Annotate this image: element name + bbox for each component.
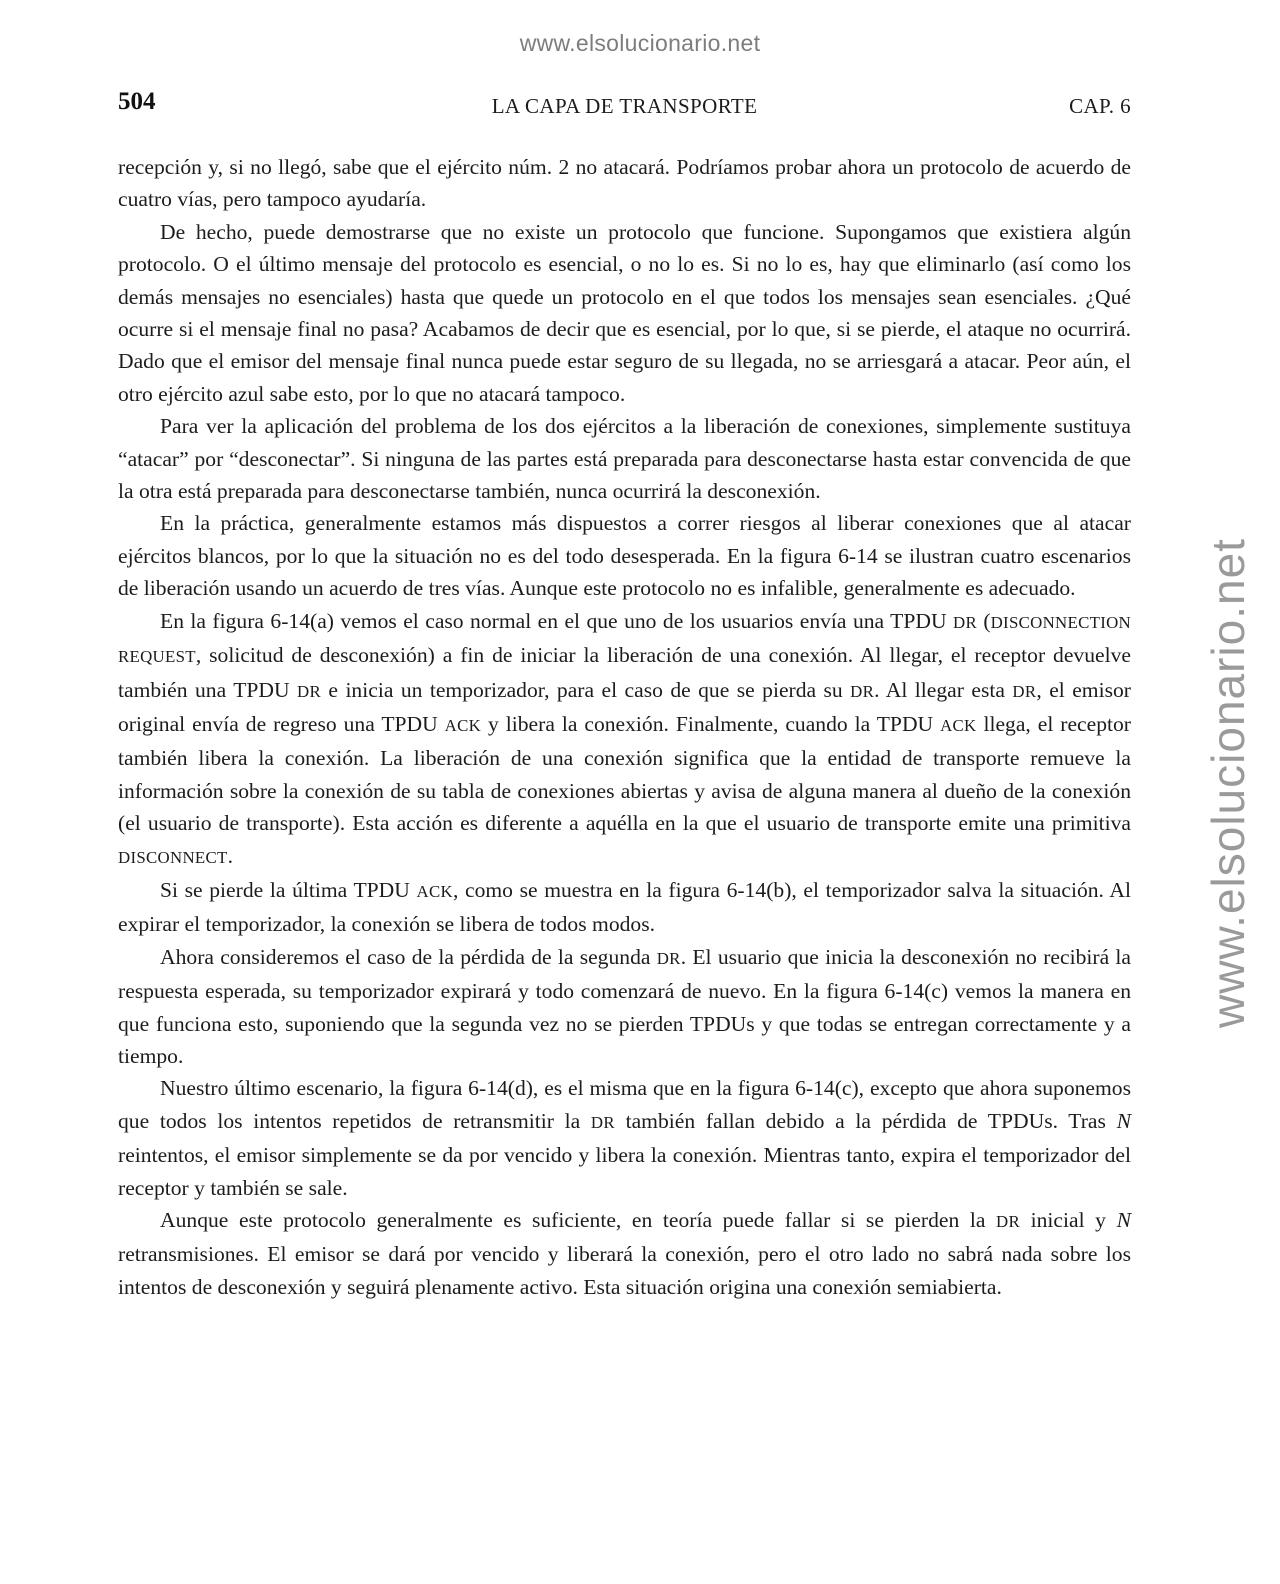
acronym-disconnect: DISCONNECT: [118, 847, 228, 867]
watermark-side: www.elsolucionario.net: [1202, 538, 1254, 1028]
acronym-dr: DR: [850, 681, 875, 701]
text-run: Nuestro último escenario, la figura 6-14(d), es el misma que en la figura 6-14(c), excepto que ahora suponemos que todos los intentos repetidos de retransmitir la: [118, 1076, 1131, 1133]
acronym-ack: ACK: [940, 715, 977, 735]
acronym-ack: ACK: [444, 715, 482, 735]
paragraph-3: Para ver la aplicación del problema de los dos ejércitos a la liberación de conexiones, simplemente sustituya “atacar” por “desconectar”. Si ninguna de las partes está preparada para desconectarse hasta estar convencida de que la otra está preparada para desconectarse también, nunca ocurrirá la desconexión.: [118, 414, 1131, 504]
text-run: (: [976, 608, 991, 633]
text-run: , solicitud de desconexión) a fin de iniciar la liberación de una conexión. Al llegar, el receptor devuelve también una TPDU: [118, 643, 1131, 702]
acronym-disconnection-request: DISCONNECTION REQUEST: [118, 612, 1131, 667]
watermark-top: www.elsolucionario.net: [519, 30, 761, 56]
text-run: En la figura 6-14(a) vemos el caso normal en el que uno de los usuarios envía una TPDU: [160, 608, 953, 633]
acronym-ack: ACK: [416, 881, 453, 901]
paragraph-9: [118, 1204, 1131, 1303]
acronym-dr: DR: [1012, 681, 1037, 701]
text-run: y libera la conexión. Finalmente, cuando la TPDU: [481, 711, 941, 736]
text-run: . El usuario que inicia la desconexión no recibirá la respuesta esperada, su temporizador expirará y todo comenzará de nuevo. En la figura 6-14(c) vemos la manera en que funciona esto, suponiendo que la segunda vez no se pierden TPDUs y que todas se entregan correctamente y a tiempo.: [118, 944, 1131, 1068]
text-run: también fallan debido a la pérdida de TPDUs. Tras: [614, 1108, 1117, 1133]
chapter-title: LA CAPA DE TRANSPORTE: [491, 94, 758, 118]
page-number: 504: [118, 88, 156, 115]
text-run: .: [227, 843, 233, 868]
text-run: Si se pierde la última TPDU: [160, 877, 417, 902]
acronym-dr: DR: [996, 1212, 1021, 1231]
text-run: e inicia un temporizador, para el caso de que se pierda su: [321, 677, 851, 702]
paragraph-5: [118, 605, 1131, 874]
text-run: inicial y: [1020, 1208, 1117, 1232]
paragraph-4: En la práctica, generalmente estamos más dispuestos a correr riesgos al liberar conexiones que al atacar ejércitos blancos, por lo que la situación no es del todo desesperada. En la figura 6-14 se ilustran cuatro escenarios de liberación usando un acuerdo de tres vías. Aunque este protocolo no es infalible, generalmente es adecuado.: [118, 511, 1131, 601]
paragraph-2: De hecho, puede demostrarse que no existe un protocolo que funcione. Supongamos que existiera algún protocolo. O el último mensaje del protocolo es esencial, o no lo es. Si no lo es, hay que eliminarlo (así como los demás mensajes no esenciales) hasta que quede un protocolo en el que todos los mensajes sean esenciales. ¿Qué ocurre si el mensaje final no pasa? Acabamos de decir que es esencial, por lo que, si se pierde, el ataque no ocurrirá. Dado que el emisor del mensaje final nunca puede estar seguro de su llegada, no se arriesgará a atacar. Peor aún, el otro ejército azul sabe esto, por lo que no atacará tampoco.: [118, 219, 1131, 406]
paragraph-1: recepción y, si no llegó, sabe que el ejército núm. 2 no atacará. Podríamos probar ahora un protocolo de acuerdo de cuatro vías, pero tampoco ayudaría.: [118, 155, 1131, 212]
paragraph-7: [118, 941, 1131, 1073]
text-run: , el emisor original envía de regreso una TPDU: [118, 677, 1131, 736]
chapter-label: CAP. 6: [1069, 94, 1131, 118]
paragraph-8: [118, 1072, 1131, 1204]
text-run: . Al llegar esta: [874, 677, 1013, 702]
acronym-dr: DR: [590, 1112, 615, 1132]
acronym-dr: DR: [953, 612, 977, 632]
text-run: llega, el receptor también libera la conexión. La liberación de una conexión significa que la entidad de transporte remueve la información sobre la conexión de su tabla de conexiones abiertas y avisa de alguna manera al dueño de la conexión (el usuario de transporte). Esta acción es diferente a aquélla en la que el usuario de transporte emite una primitiva: [118, 711, 1131, 836]
paragraph-6: [118, 874, 1131, 941]
text-run: Aunque este protocolo generalmente es suficiente, en teoría puede fallar si se pierden la: [160, 1208, 997, 1232]
running-head: [118, 88, 1131, 124]
acronym-dr: DR: [656, 948, 681, 968]
acronym-dr: DR: [297, 681, 321, 701]
variable-n: N: [1116, 1108, 1131, 1133]
body-text: [118, 151, 1131, 1303]
variable-n: N: [1116, 1208, 1131, 1232]
text-run: , como se muestra en la figura 6-14(b), el temporizador salva la situación. Al expirar el temporizador, la conexión se libera de todos modos.: [118, 877, 1131, 937]
text-run: Ahora consideremos el caso de la pérdida de la segunda: [160, 944, 657, 969]
text-run: retransmisiones. El emisor se dará por vencido y liberará la conexión, pero el otro lado no sabrá nada sobre los intentos de desconexión y seguirá plenamente activo. Esta situación origina una conexión semiabierta.: [118, 1242, 1131, 1299]
text-run: reintentos, el emisor simplemente se da por vencido y libera la conexión. Mientras tanto, expira el temporizador del receptor y también se sale.: [118, 1143, 1131, 1200]
